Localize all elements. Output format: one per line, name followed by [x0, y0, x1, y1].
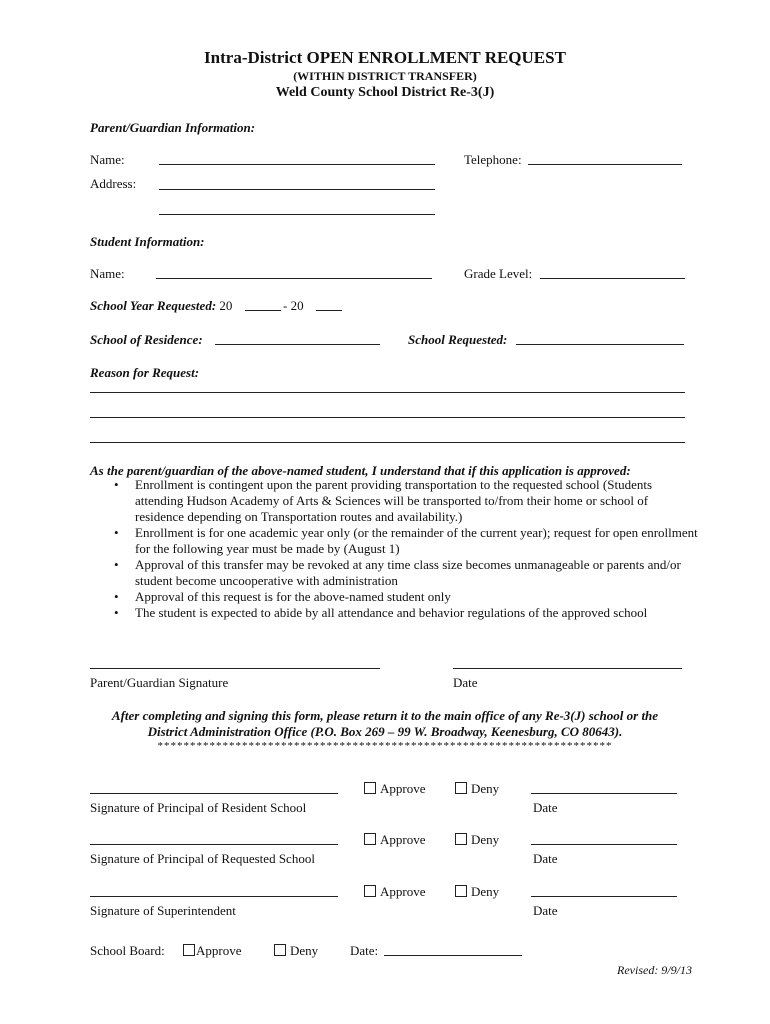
reason-field-line-1[interactable] [90, 392, 685, 393]
requested-school-field[interactable] [516, 344, 684, 345]
address-field-line-1[interactable] [159, 189, 435, 190]
board-approve-label: Approve [196, 943, 242, 958]
parent-date-label: Date [453, 675, 478, 690]
board-date-field[interactable] [384, 955, 522, 956]
telephone-label: Telephone: [464, 152, 522, 167]
reason-field-line-3[interactable] [90, 442, 685, 443]
board-deny-checkbox[interactable] [274, 943, 318, 959]
checkbox-icon [364, 782, 376, 794]
resident-principal-signature-field[interactable] [90, 793, 338, 794]
school-year-end-field[interactable] [316, 310, 342, 311]
agreement-list [90, 477, 700, 621]
return-instructions-line-1: After completing and signing this form, please return it to the main office of any Re-3(J) school or the [111, 708, 659, 723]
checkbox-icon [274, 944, 286, 956]
parent-heading: Parent/Guardian Information: [90, 120, 256, 135]
parent-signature-date-field[interactable] [453, 668, 682, 669]
parent-signature-field[interactable] [90, 668, 380, 669]
deny-label: Deny [471, 832, 500, 847]
telephone-field[interactable] [528, 164, 682, 165]
deny-label: Deny [471, 781, 500, 796]
superintendent-label: Signature of Superintendent [90, 903, 236, 918]
school-year-label: School Year Requested: [90, 298, 217, 313]
board-approve-checkbox[interactable] [183, 943, 242, 959]
parent-signature-label: Parent/Guardian Signature [90, 675, 229, 690]
agreement-item: • Enrollment is for one academic year only (or the remainder of the current year); request for open enrollment for the following year must be made by (August 1) [90, 525, 700, 557]
grade-level-label: Grade Level: [464, 266, 533, 281]
superintendent-signature-field[interactable] [90, 896, 338, 897]
grade-level-field[interactable] [540, 278, 685, 279]
superintendent-date-field[interactable] [531, 896, 677, 897]
deny-label: Deny [471, 884, 500, 899]
agreement-item: • The student is expected to abide by all attendance and behavior regulations of the approved school [90, 605, 700, 621]
address-field-line-2[interactable] [159, 214, 435, 215]
approve-label: Approve [380, 832, 426, 847]
reason-label: Reason for Request: [90, 365, 200, 380]
district-name: Weld County School District Re-3(J) [275, 85, 495, 100]
approve-checkbox[interactable] [364, 781, 426, 797]
student-name-field[interactable] [156, 278, 432, 279]
school-board-label: School Board: [90, 943, 165, 958]
approve-label: Approve [380, 781, 426, 796]
school-year-dash: - 20 [283, 298, 304, 313]
checkbox-icon [183, 944, 195, 956]
requested-principal-label: Signature of Principal of Requested School [90, 851, 315, 866]
checkbox-icon [455, 782, 467, 794]
form-title: Intra-District OPEN ENROLLMENT REQUEST [204, 48, 566, 67]
checkbox-icon [455, 833, 467, 845]
school-year-row [90, 298, 232, 314]
school-year-prefix: 20 [219, 298, 233, 313]
board-deny-label: Deny [290, 943, 319, 958]
residence-school-label: School of Residence: [90, 332, 203, 347]
revised-date: Revised: 9/9/13 [617, 963, 692, 977]
parent-name-field[interactable] [159, 164, 435, 165]
checkbox-icon [364, 885, 376, 897]
school-year-start-field[interactable] [245, 310, 281, 311]
form-subtitle: (WITHIN DISTRICT TRANSFER) [293, 69, 477, 83]
agreement-item: • Approval of this transfer may be revoked at any time class size becomes unmanageable or parents and/or student become uncooperative with administration [90, 557, 700, 589]
return-instructions-line-2: District Administration Office (P.O. Box 269 – 99 W. Broadway, Keenesburg, CO 80643). [147, 724, 623, 739]
checkbox-icon [364, 833, 376, 845]
agreement-heading: As the parent/guardian of the above-named student, I understand that if this application is approved: [90, 463, 631, 478]
approve-label: Approve [380, 884, 426, 899]
resident-principal-label: Signature of Principal of Resident School [90, 800, 307, 815]
deny-checkbox[interactable] [455, 781, 499, 797]
parent-name-label: Name: [90, 152, 125, 167]
deny-checkbox[interactable] [455, 884, 499, 900]
checkbox-icon [455, 885, 467, 897]
requested-date-field[interactable] [531, 844, 677, 845]
agreement-item: • Enrollment is contingent upon the parent providing transportation to the requested school (Students attending Hudson Academy of Arts & Sciences will be transported to/from their home or school of residence depending on Transportation routes and availability.) [90, 477, 700, 525]
agreement-item: • Approval of this request is for the above-named student only [90, 589, 700, 605]
approve-checkbox[interactable] [364, 832, 426, 848]
student-name-label: Name: [90, 266, 125, 281]
deny-checkbox[interactable] [455, 832, 499, 848]
resident-date-field[interactable] [531, 793, 677, 794]
board-date-label: Date: [350, 943, 379, 958]
requested-principal-signature-field[interactable] [90, 844, 338, 845]
requested-school-label: School Requested: [408, 332, 508, 347]
residence-school-field[interactable] [215, 344, 380, 345]
student-heading: Student Information: [90, 234, 205, 249]
approve-checkbox[interactable] [364, 884, 426, 900]
reason-field-line-2[interactable] [90, 417, 685, 418]
superintendent-date-label: Date [533, 903, 558, 918]
separator-stars: ********************************************************************** [157, 740, 613, 752]
address-label: Address: [90, 176, 137, 191]
requested-date-label: Date [533, 851, 558, 866]
resident-date-label: Date [533, 800, 558, 815]
